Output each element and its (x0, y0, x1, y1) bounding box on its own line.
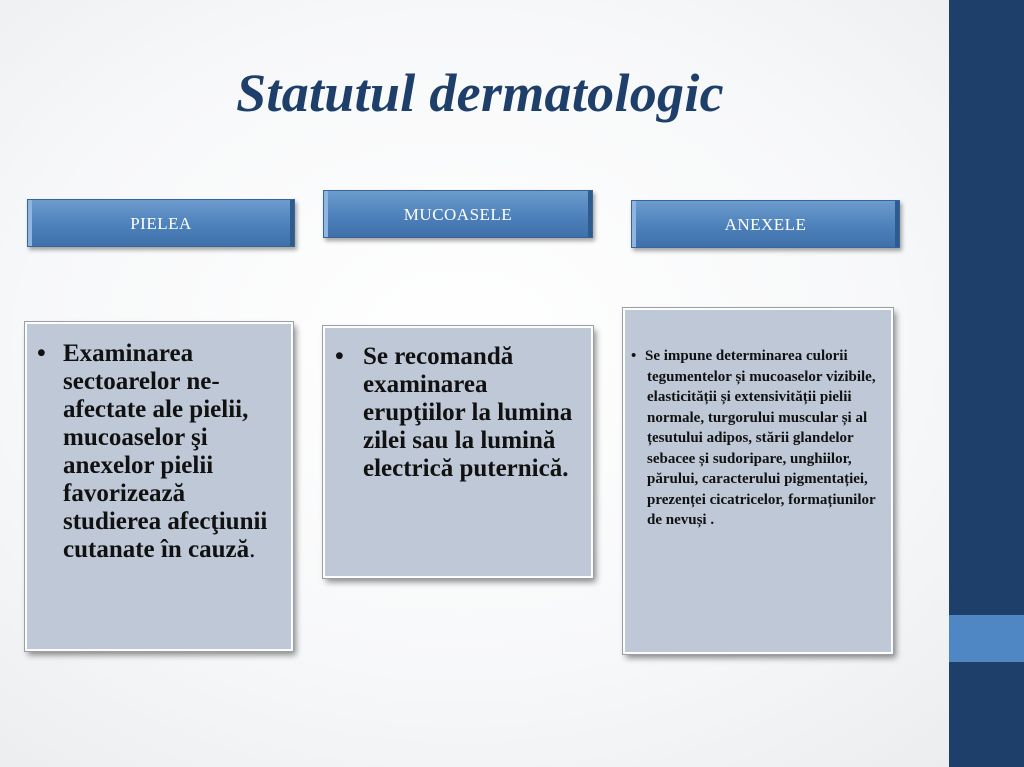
decorative-side-band (949, 615, 1024, 662)
label-anexele-text: ANEXELE (724, 215, 807, 234)
panel-mucoasele (323, 326, 593, 578)
panel-pielea-trailing: . (249, 536, 256, 563)
panel-mucoasele-text: Se recomandă examinarea erupţiilor la lumina zilei sau la lumină electrică puternică. (363, 343, 573, 482)
label-mucoasele (323, 190, 593, 238)
panel-anexele-bullet: • (631, 348, 637, 364)
slide-title: Statutul dermatologic (236, 63, 724, 123)
panel-anexele-text: Se impune determinarea culorii tegumentelor și mucoaselor vizibile, elasticității și extensivității pielii normale, turgorului muscular și al țesutului adipos, stării glandelor sebacee și sudoripare, unghiilor, părului, caracterului pigmentației, prezenței cicatricelor, formațiunilor de nevuși . (645, 348, 876, 528)
panel-pielea-bullet: • (37, 340, 46, 367)
label-anexele (631, 200, 900, 248)
panel-pielea-body: Examinarea sectoarelor ne-afectate ale pielii, mucoaselor şi anexelor pielii favorizează studierea afecţiunii cutanate în cauză (63, 340, 268, 563)
panel-pielea-text (63, 340, 281, 564)
panel-anexele (623, 308, 893, 654)
label-mucoasele-text: MUCOASELE (403, 205, 513, 224)
label-pielea (27, 199, 295, 247)
panel-mucoasele-bullet: • (335, 343, 344, 370)
label-pielea-text: PIELEA (130, 214, 192, 233)
panel-pielea (25, 322, 293, 651)
